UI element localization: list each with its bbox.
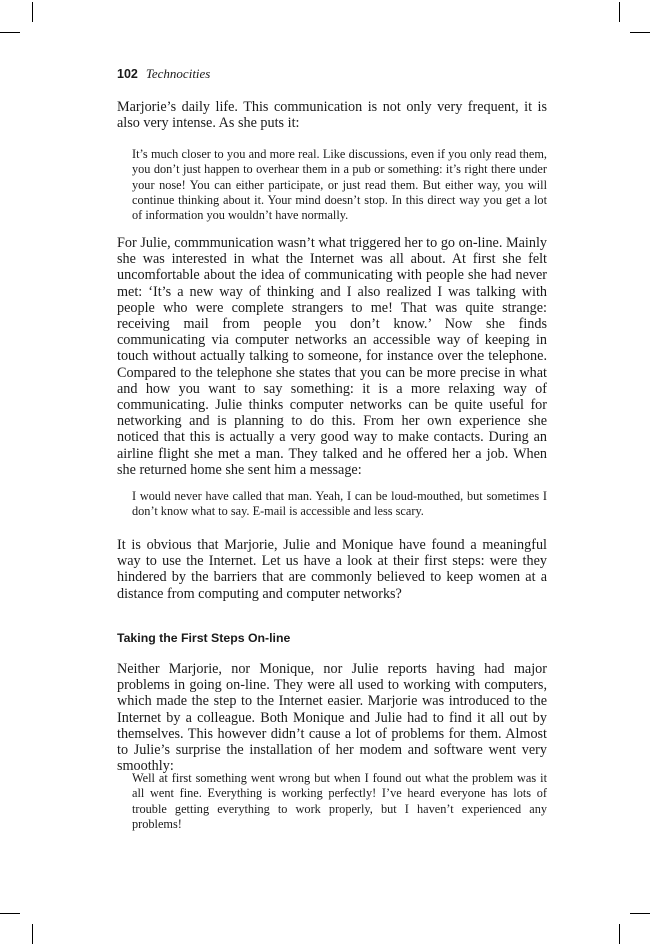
paragraph: Marjorie’s daily life. This communication is not only very frequent, it is also very intense. As she puts it: <box>117 99 547 132</box>
crop-mark <box>619 924 620 944</box>
section-heading: Taking the First Steps On-line <box>117 631 291 645</box>
paragraph: Neither Marjorie, nor Monique, nor Julie reports having had major problems in going on-line. They were all used to working with computers, which made the step to the Internet easier. Marjorie was introduced to the Internet by a colleague. Both Monique and Julie had to find it all out by themselves. This however didn’t cause a lot of problems for them. Almost to Julie’s surprise the installation of her modem and software went very smoothly: <box>117 661 547 775</box>
crop-mark <box>32 2 33 22</box>
crop-mark <box>0 32 20 33</box>
paragraph: It is obvious that Marjorie, Julie and Monique have found a meaningful way to use the Internet. Let us have a look at their first steps: were they hindered by the barriers that are commonly believed to keep women at a distance from computing and computer networks? <box>117 537 547 602</box>
crop-mark <box>0 913 20 914</box>
crop-mark <box>32 924 33 944</box>
crop-mark <box>619 2 620 22</box>
crop-mark <box>630 913 650 914</box>
crop-mark <box>630 32 650 33</box>
page-number: 102 <box>117 67 138 81</box>
running-title: Technocities <box>145 66 211 81</box>
block-quote: It’s much closer to you and more real. Like discussions, even if you only read them, you don’t just happen to overhear them in a pub or something: it’s right there under your nose! You can either participate, or just read them. But either way, you will continue thinking about it. Your mind doesn’t stop. In this direct way you get a lot of information you wouldn’t have normally. <box>132 147 547 223</box>
running-head <box>117 66 210 82</box>
block-quote: I would never have called that man. Yeah, I can be loud-mouthed, but sometimes I don’t know what to say. E-mail is accessible and less scary. <box>132 489 547 519</box>
paragraph: For Julie, commmunication wasn’t what triggered her to go on-line. Mainly she was interested in what the Internet was all about. At first she felt uncomfortable about the idea of communicating with people she had never met: ‘It’s a new way of thinking and I also realized I was talking with people who were complete strangers to me! That was quite strange: receiving mail from people you don’t know.’ Now she finds communicating via computer networks an accessible way of keeping in touch without actually talking to someone, for instance over the telephone. Compared to the telephone she states that you can be more precise in what and how you want to say something: it is a more relaxing way of communicating. Julie thinks computer networks can be quite useful for networking and is planning to do this. From her own experience she noticed that this is actually a very good way to make contacts. During an airline flight she met a man. They talked and he offered her a job. When she returned home she sent him a message: <box>117 235 547 478</box>
block-quote: Well at first something went wrong but when I found out what the problem was it all went fine. Everything is working perfectly! I’ve heard everyone has lots of trouble getting everything to work properly, but I haven’t experienced any problems! <box>132 771 547 831</box>
